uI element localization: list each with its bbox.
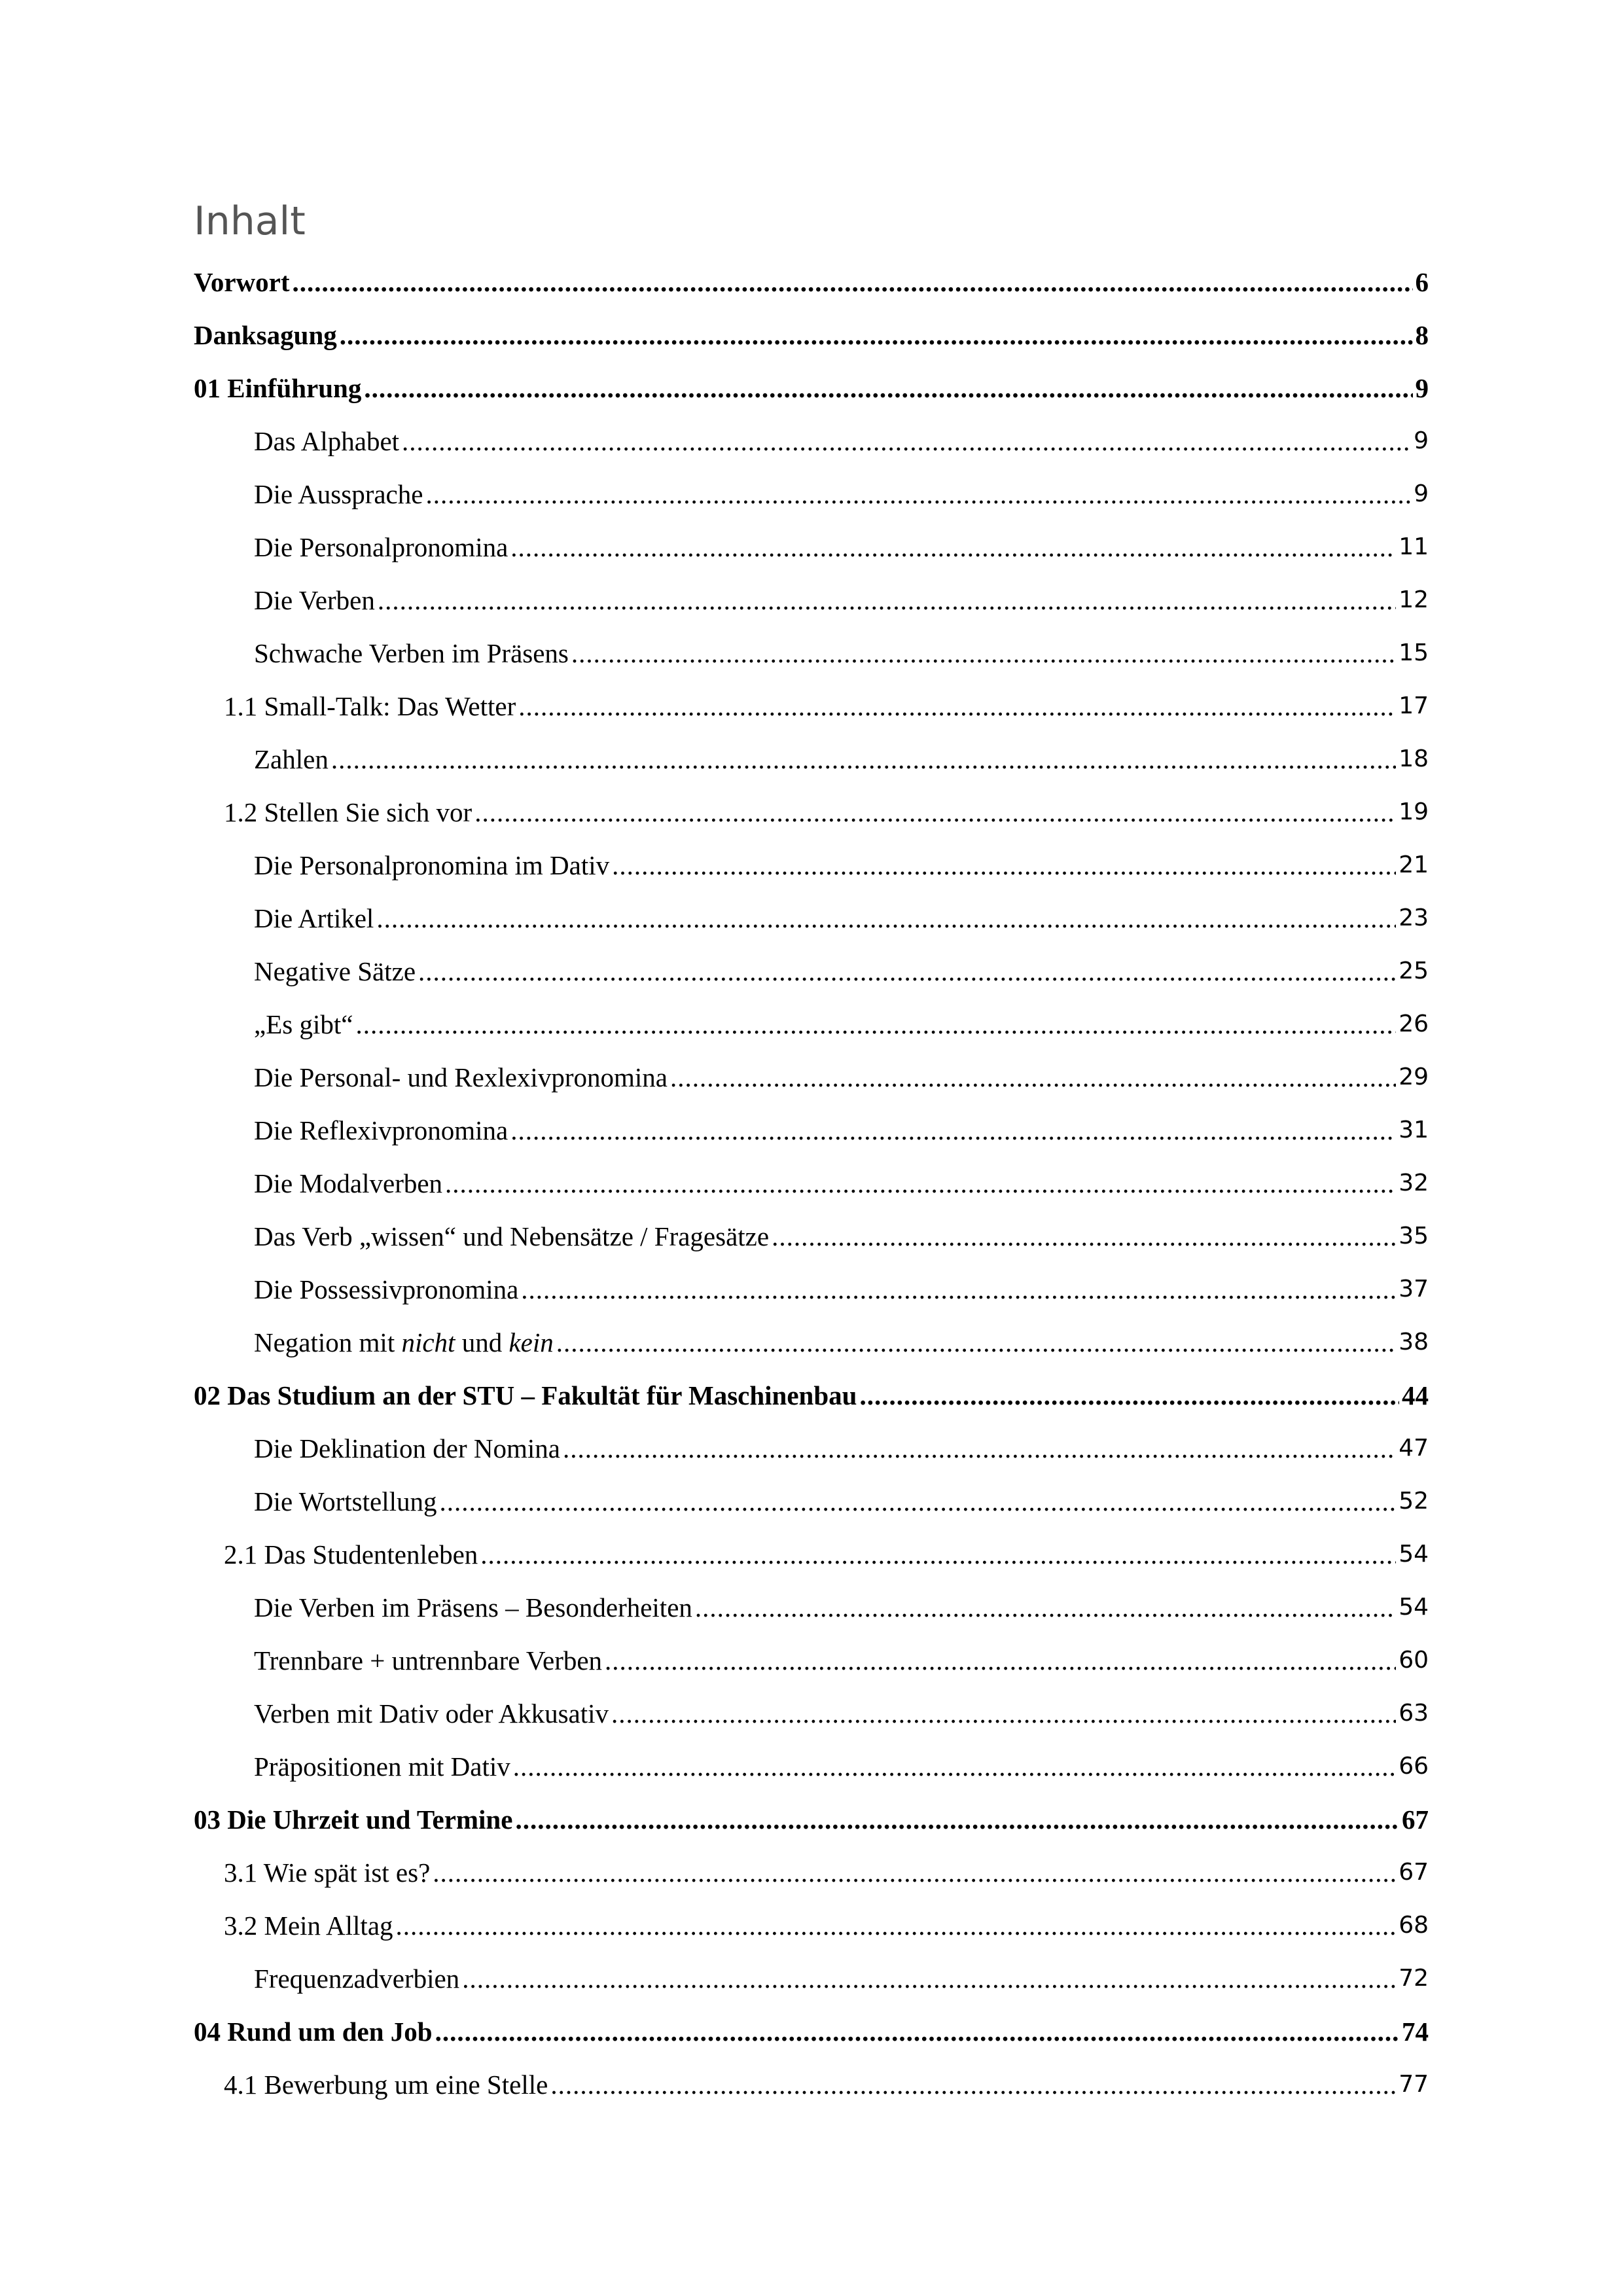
table-of-contents xyxy=(0,255,1623,2111)
toc-entry[interactable] xyxy=(254,1740,1429,1793)
toc-entry[interactable] xyxy=(254,1316,1429,1369)
toc-entry-label: Negation mit nicht und kein xyxy=(254,1327,554,1357)
toc-entry-label: Die Aussprache xyxy=(254,478,423,509)
toc-entry[interactable] xyxy=(224,2058,1429,2111)
toc-entry-label: 03 Die Uhrzeit und Termine xyxy=(194,1804,513,1835)
toc-entry[interactable] xyxy=(254,1581,1429,1634)
toc-dot-leader xyxy=(425,478,1411,510)
toc-dot-leader xyxy=(355,1009,1396,1040)
toc-dot-leader xyxy=(605,1645,1396,1676)
toc-entry[interactable] xyxy=(224,785,1429,838)
toc-entry-label: Verben mit Dativ oder Akkusativ xyxy=(254,1698,609,1729)
toc-dot-leader xyxy=(445,1168,1396,1199)
toc-entry[interactable] xyxy=(254,997,1429,1050)
toc-entry-label: Die Personalpronomina xyxy=(254,531,508,562)
toc-dot-leader xyxy=(521,1274,1396,1305)
toc-entry-page-number: 63 xyxy=(1399,1700,1429,1727)
toc-entry[interactable] xyxy=(254,467,1429,520)
toc-dot-leader xyxy=(402,425,1411,457)
toc-entry-page-number: 17 xyxy=(1399,692,1429,719)
toc-entry[interactable] xyxy=(194,308,1429,361)
toc-entry[interactable] xyxy=(194,1369,1429,1422)
toc-dot-leader xyxy=(550,2069,1396,2100)
toc-dot-leader xyxy=(293,266,1413,298)
toc-entry-label: 3.2 Mein Alltag xyxy=(224,1910,393,1941)
toc-dot-leader xyxy=(513,1751,1396,1782)
toc-dot-leader xyxy=(480,1539,1396,1570)
toc-entry-label: Die Reflexivpronomina xyxy=(254,1115,508,1145)
toc-entry-label: Die Personalpronomina im Dativ xyxy=(254,850,610,880)
toc-entry-page-number: 44 xyxy=(1402,1380,1429,1410)
toc-entry[interactable] xyxy=(254,520,1429,573)
toc-entry[interactable] xyxy=(254,1952,1429,2005)
toc-entry-label: Die Artikel xyxy=(254,903,374,933)
toc-entry-label: 1.2 Stellen Sie sich vor xyxy=(224,797,473,827)
toc-entry-label: Die Deklination der Nomina xyxy=(254,1433,560,1463)
toc-dot-leader xyxy=(515,1804,1399,1835)
toc-dot-leader xyxy=(563,1433,1396,1464)
toc-entry[interactable] xyxy=(194,2005,1429,2058)
toc-entry-page-number: 29 xyxy=(1399,1064,1429,1090)
toc-entry-page-number: 8 xyxy=(1415,319,1429,350)
toc-dot-leader xyxy=(518,691,1396,722)
toc-entry-page-number: 52 xyxy=(1399,1488,1429,1515)
toc-dot-leader xyxy=(462,1963,1396,1994)
toc-entry-label: Zahlen xyxy=(254,744,329,774)
toc-entry[interactable] xyxy=(254,944,1429,997)
toc-dot-leader xyxy=(612,850,1396,881)
toc-entry-page-number: 37 xyxy=(1399,1276,1429,1302)
toc-entry-label: Die Modalverben xyxy=(254,1168,443,1198)
toc-entry-page-number: 9 xyxy=(1415,372,1429,403)
toc-dot-leader xyxy=(378,584,1396,616)
toc-entry-page-number: 77 xyxy=(1399,2071,1429,2098)
toc-entry-page-number: 6 xyxy=(1415,266,1429,297)
toc-entry[interactable] xyxy=(254,1210,1429,1263)
toc-entry-page-number: 18 xyxy=(1399,745,1429,772)
toc-dot-leader xyxy=(396,1910,1397,1941)
toc-entry-page-number: 54 xyxy=(1399,1541,1429,1568)
toc-entry[interactable] xyxy=(254,891,1429,944)
toc-dot-leader xyxy=(418,956,1396,987)
toc-dot-leader xyxy=(474,797,1396,828)
toc-entry[interactable] xyxy=(254,1050,1429,1103)
toc-entry-label: Die Verben im Präsens – Besonderheiten xyxy=(254,1592,692,1623)
toc-entry-page-number: 67 xyxy=(1399,1859,1429,1886)
toc-dot-leader xyxy=(695,1592,1396,1623)
toc-entry-page-number: 23 xyxy=(1399,905,1429,931)
toc-entry-page-number: 9 xyxy=(1414,480,1429,507)
toc-dot-leader xyxy=(611,1698,1396,1729)
toc-entry-label: Trennbare + untrennbare Verben xyxy=(254,1645,603,1676)
toc-entry-page-number: 11 xyxy=(1399,533,1429,560)
toc-dot-leader xyxy=(340,319,1413,351)
toc-entry-label: 02 Das Studium an der STU – Fakultät für Maschinenbau xyxy=(194,1380,857,1410)
toc-entry-label: Das Verb „wissen“ und Nebensätze / Fragesätze xyxy=(254,1221,770,1251)
toc-dot-leader xyxy=(435,2016,1399,2047)
toc-entry-page-number: 67 xyxy=(1402,1804,1429,1835)
toc-entry-label: Das Alphabet xyxy=(254,425,400,456)
toc-entry-label: Frequenzadverbien xyxy=(254,1963,460,1994)
toc-dot-leader xyxy=(364,372,1412,404)
toc-entry-label: 4.1 Bewerbung um eine Stelle xyxy=(224,2069,548,2100)
toc-entry[interactable] xyxy=(254,414,1429,467)
toc-entry-label: Danksagung xyxy=(194,319,337,350)
toc-dot-leader xyxy=(670,1062,1396,1093)
toc-entry-label: 1.1 Small-Talk: Das Wetter xyxy=(224,691,516,721)
toc-entry-page-number: 25 xyxy=(1399,958,1429,984)
toc-entry-page-number: 47 xyxy=(1399,1435,1429,1462)
toc-entry-label: 04 Rund um den Job xyxy=(194,2016,433,2047)
toc-entry[interactable] xyxy=(254,573,1429,626)
toc-dot-leader xyxy=(331,744,1396,775)
toc-entry-page-number: 12 xyxy=(1399,586,1429,613)
toc-entry-page-number: 60 xyxy=(1399,1647,1429,1674)
toc-entry-label: Vorwort xyxy=(194,266,290,297)
toc-entry-label: Schwache Verben im Präsens xyxy=(254,637,569,668)
toc-entry[interactable] xyxy=(224,1528,1429,1581)
toc-dot-leader xyxy=(510,1115,1396,1146)
toc-title: Inhalt xyxy=(194,198,306,244)
toc-entry[interactable] xyxy=(194,255,1429,308)
toc-entry-page-number: 19 xyxy=(1399,798,1429,825)
toc-entry-label: Die Wortstellung xyxy=(254,1486,437,1516)
toc-entry-page-number: 74 xyxy=(1402,2016,1429,2047)
toc-entry[interactable] xyxy=(254,1475,1429,1528)
toc-entry-label: „Es gibt“ xyxy=(254,1009,353,1039)
toc-entry-page-number: 9 xyxy=(1414,427,1429,454)
toc-dot-leader xyxy=(440,1486,1397,1517)
toc-entry[interactable] xyxy=(254,1263,1429,1316)
toc-entry-label: Die Possessivpronomina xyxy=(254,1274,519,1304)
toc-entry-page-number: 68 xyxy=(1399,1912,1429,1939)
toc-entry-label: Negative Sätze xyxy=(254,956,416,986)
toc-entry-label: Präpositionen mit Dativ xyxy=(254,1751,510,1782)
toc-entry[interactable] xyxy=(254,1687,1429,1740)
toc-dot-leader xyxy=(376,903,1396,934)
toc-dot-leader xyxy=(571,637,1396,669)
toc-dot-leader xyxy=(859,1380,1399,1411)
toc-entry-label: 2.1 Das Studentenleben xyxy=(224,1539,478,1570)
toc-entry[interactable] xyxy=(254,1422,1429,1475)
toc-entry-label: Die Verben xyxy=(254,584,375,615)
toc-entry-page-number: 54 xyxy=(1399,1594,1429,1621)
toc-entry[interactable] xyxy=(254,838,1429,891)
toc-entry[interactable] xyxy=(194,1793,1429,1846)
toc-dot-leader xyxy=(510,531,1396,563)
toc-entry[interactable] xyxy=(254,1157,1429,1210)
toc-dot-leader xyxy=(433,1857,1396,1888)
toc-entry-page-number: 31 xyxy=(1399,1117,1429,1143)
toc-entry[interactable] xyxy=(194,361,1429,414)
toc-entry-page-number: 66 xyxy=(1399,1753,1429,1780)
toc-dot-leader xyxy=(772,1221,1396,1252)
toc-entry-page-number: 15 xyxy=(1399,639,1429,666)
toc-entry[interactable] xyxy=(224,1899,1429,1952)
toc-entry-page-number: 32 xyxy=(1399,1170,1429,1196)
toc-entry[interactable] xyxy=(224,679,1429,732)
toc-entry[interactable] xyxy=(254,1103,1429,1157)
toc-entry[interactable] xyxy=(254,1634,1429,1687)
toc-entry-page-number: 38 xyxy=(1399,1329,1429,1355)
toc-entry-page-number: 21 xyxy=(1399,852,1429,878)
toc-entry-label: 01 Einführung xyxy=(194,372,362,403)
toc-entry-page-number: 72 xyxy=(1399,1965,1429,1992)
toc-entry[interactable] xyxy=(224,1846,1429,1899)
toc-entry[interactable] xyxy=(254,626,1429,679)
toc-entry-label: 3.1 Wie spät ist es? xyxy=(224,1857,431,1888)
toc-entry-page-number: 35 xyxy=(1399,1223,1429,1249)
toc-entry-label: Die Personal- und Rexlexivpronomina xyxy=(254,1062,668,1092)
toc-entry-page-number: 26 xyxy=(1399,1011,1429,1037)
toc-dot-leader xyxy=(556,1327,1396,1358)
toc-entry[interactable] xyxy=(254,732,1429,785)
